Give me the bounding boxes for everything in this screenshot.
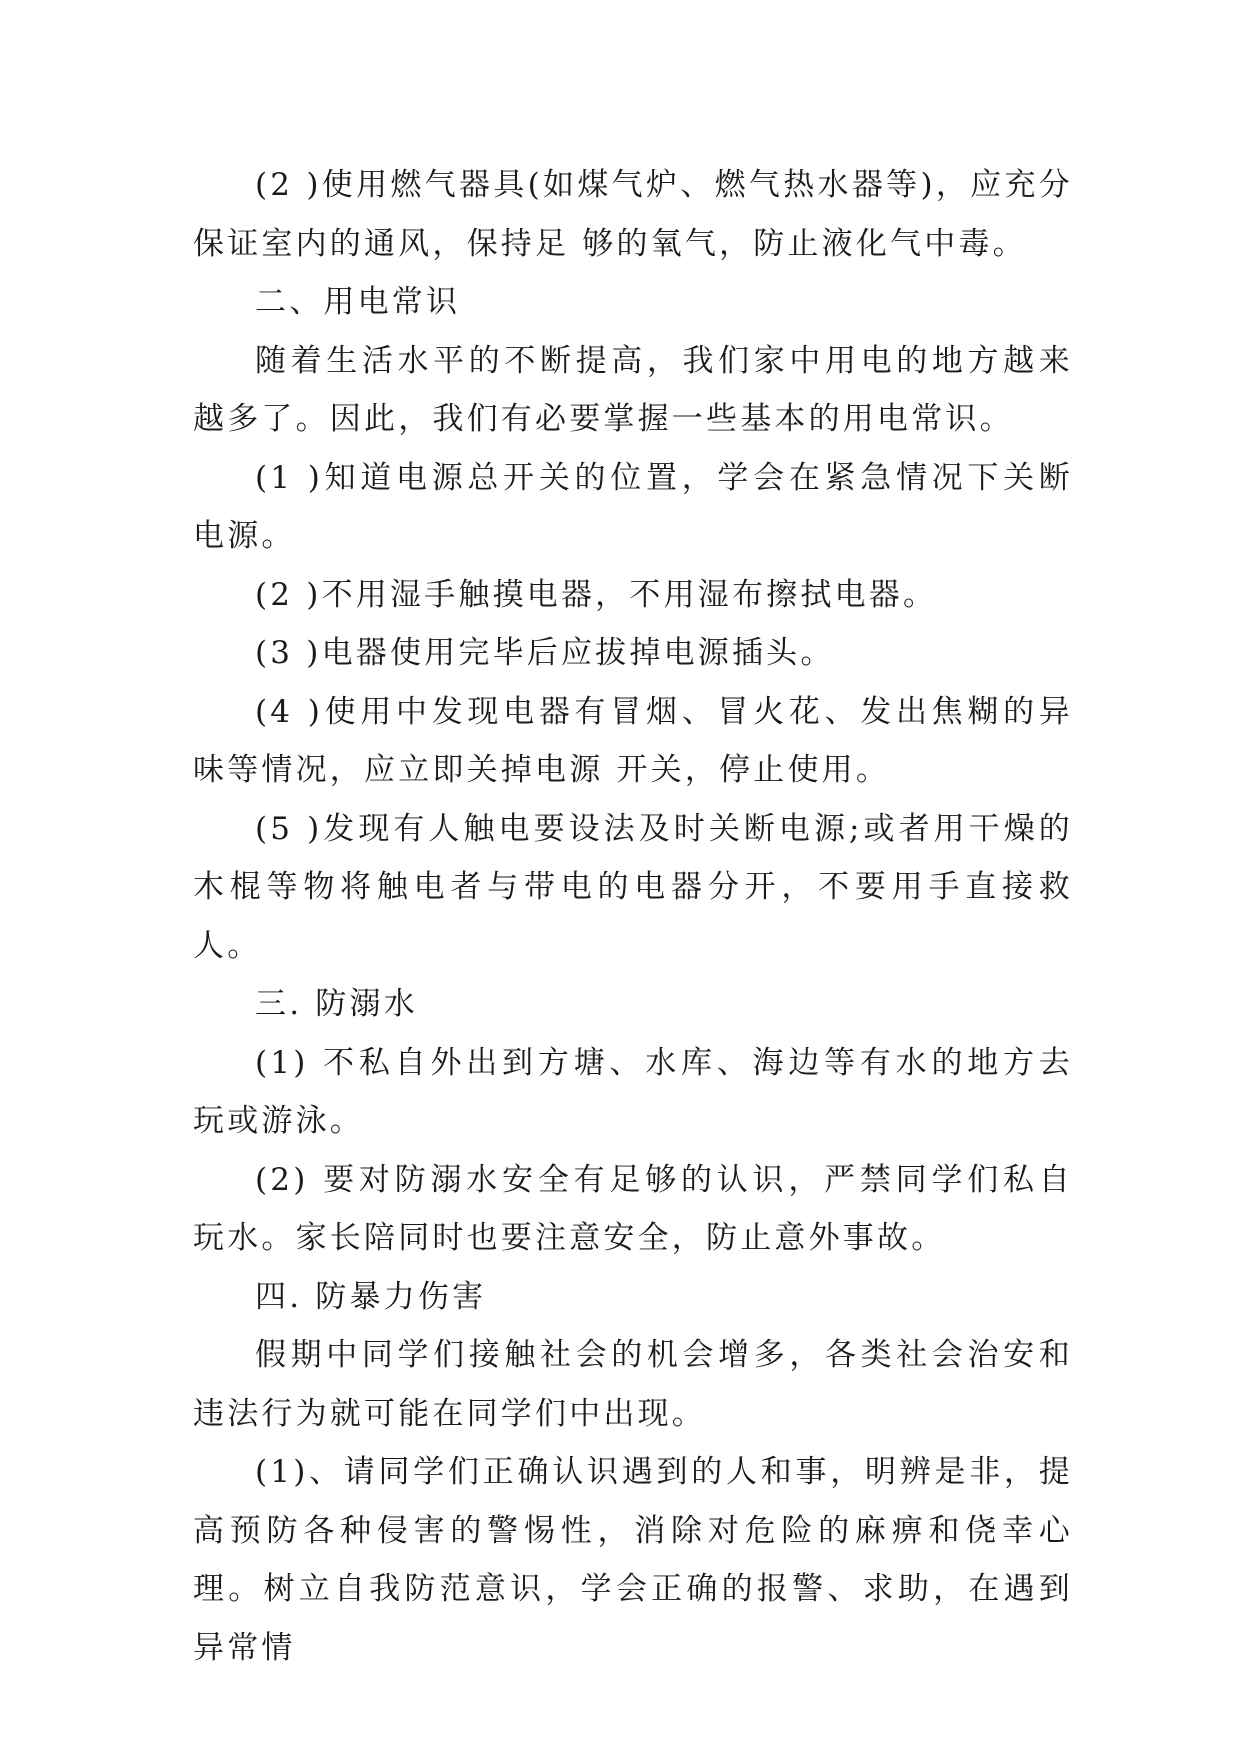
paragraph-self-protection: (1)、请同学们正确认识遇到的人和事，明辨是非，提高预防各种侵害的警惕性，消除对危险的麻痹和侥幸心理。树立自我防范意识，学会正确的报警、求助，在遇到异常情 xyxy=(193,1454,1073,1666)
paragraph-violence-intro: 假期中同学们接触社会的机会增多，各类社会治安和违法行为就可能在同学们中出现。 xyxy=(193,1337,1073,1432)
paragraph-drowning-awareness: (2) 要对防溺水安全有足够的认识，严禁同学们私自玩水。家长陪同时也要注意安全，防止意外事故。 xyxy=(193,1161,1073,1256)
paragraph-unplug: (3 )电器使用完毕后应拔掉电源插头。 xyxy=(255,635,835,671)
paragraph-smoke-sparks: (4 )使用中发现电器有冒烟、冒火花、发出焦糊的异味等情况，应立即关掉电源 开关，停止使用。 xyxy=(193,693,1073,788)
paragraph-electricity-intro: 随着生活水平的不断提高，我们家中用电的地方越来越多了。因此，我们有必要掌握一些基本的用电常识。 xyxy=(193,342,1073,437)
heading-drowning-prevention: 三. 防溺水 xyxy=(255,986,418,1022)
heading-electricity-safety: 二、用电常识 xyxy=(255,284,461,320)
paragraph-wet-hands: (2 )不用湿手触摸电器，不用湿布擦拭电器。 xyxy=(255,576,938,613)
paragraph-gas-appliances: (2 )使用燃气器具(如煤气炉、燃气热水器等)，应充分保证室内的通风，保持足 够的氧气，防止液化气中毒。 xyxy=(193,167,1073,262)
heading-violence-prevention: 四. 防暴力伤害 xyxy=(255,1278,487,1315)
paragraph-main-switch: (1 )知道电源总开关的位置，学会在紧急情况下关断电源。 xyxy=(193,459,1073,554)
paragraph-electric-shock: (5 )发现有人触电要设法及时关断电源;或者用干燥的木棍等物将触电者与带电的电器分开，不要用手直接救人。 xyxy=(193,810,1073,964)
document-body xyxy=(193,156,1073,1677)
paragraph-no-swimming-alone: (1) 不私自外出到方塘、水库、海边等有水的地方去玩或游泳。 xyxy=(193,1044,1073,1139)
